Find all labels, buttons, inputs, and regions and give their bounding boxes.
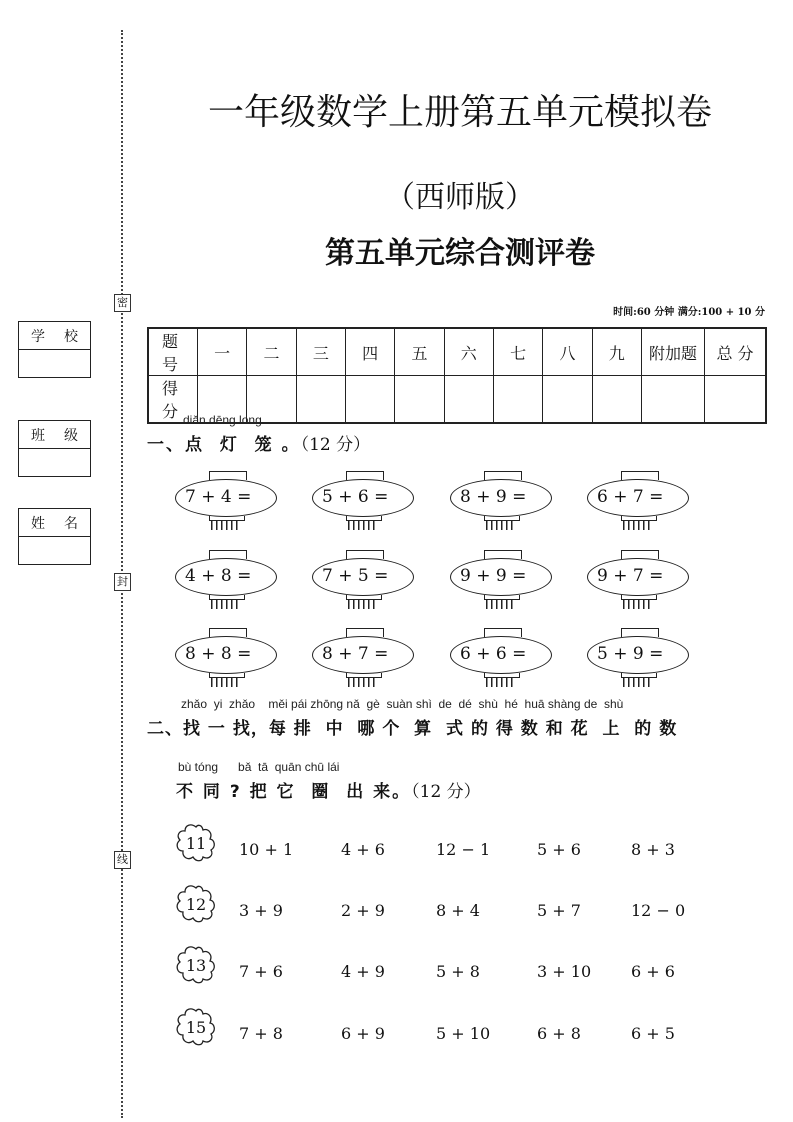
lantern-expression: 5 + 9 = <box>597 644 664 664</box>
score-cell[interactable] <box>296 376 345 424</box>
tassel-icon <box>348 600 378 609</box>
col-6: 六 <box>444 328 493 376</box>
q2-expression[interactable]: 2 + 9 <box>341 901 385 920</box>
seal-feng: 封 <box>114 573 131 591</box>
q2-expression[interactable]: 8 + 4 <box>436 901 480 920</box>
q1-title <box>147 430 370 455</box>
q2-title-line2 <box>176 777 481 802</box>
school-label-a: 学 <box>31 328 45 345</box>
col-8: 八 <box>543 328 592 376</box>
flower-icon <box>174 1006 218 1050</box>
lantern <box>450 550 554 614</box>
col-2: 二 <box>247 328 296 376</box>
score-cell[interactable] <box>543 376 592 424</box>
flower-number: 13 <box>185 956 207 975</box>
school-label <box>19 322 90 350</box>
school-input[interactable] <box>19 350 90 377</box>
tassel-icon <box>486 521 516 530</box>
lantern <box>175 471 279 535</box>
lantern <box>587 550 691 614</box>
lantern <box>175 628 279 692</box>
lantern-expression: 5 + 6 = <box>322 487 389 507</box>
exam-meta: 时间:60 分钟 满分:100 + 10 分 <box>613 307 765 318</box>
score-table-header-row <box>148 328 766 376</box>
q2-expression[interactable]: 12 − 0 <box>631 901 686 920</box>
page-title: 一年级数学上册第五单元模拟卷 <box>207 92 712 133</box>
score-cell[interactable] <box>705 376 767 424</box>
col-total: 总 分 <box>705 328 767 376</box>
row-label-question: 题 号 <box>148 328 198 376</box>
tassel-icon <box>486 600 516 609</box>
tassel-icon <box>623 678 653 687</box>
tassel-icon <box>211 600 241 609</box>
seal-xian: 线 <box>114 851 131 869</box>
col-bonus: 附加题 <box>642 328 705 376</box>
score-cell[interactable] <box>592 376 641 424</box>
q2-expression[interactable]: 10 + 1 <box>239 840 294 859</box>
lantern-expression: 8 + 7 = <box>322 644 389 664</box>
school-label-b: 校 <box>64 328 78 345</box>
q2-expression[interactable]: 6 + 5 <box>631 1024 675 1043</box>
q2-expression[interactable]: 7 + 8 <box>239 1024 283 1043</box>
flower-number: 12 <box>185 895 207 914</box>
score-table <box>147 327 767 424</box>
q2-expression[interactable]: 6 + 6 <box>631 962 675 981</box>
lantern <box>312 471 416 535</box>
lantern-expression: 9 + 9 = <box>460 566 527 586</box>
q2-expression[interactable]: 4 + 6 <box>341 840 385 859</box>
score-cell[interactable] <box>493 376 542 424</box>
score-cell[interactable] <box>345 376 394 424</box>
q2-expression[interactable]: 7 + 6 <box>239 962 283 981</box>
lantern-expression: 7 + 5 = <box>322 566 389 586</box>
q2-title-line1: 二、找 一 找，每 排 中 哪 个 算 式 的 得 数 和 花 上 的 数 <box>147 719 678 739</box>
name-label <box>19 509 90 537</box>
row-label-score: 得 分 <box>148 376 198 424</box>
q2-expression[interactable]: 5 + 10 <box>436 1024 491 1043</box>
class-label <box>19 421 90 449</box>
q2-pinyin-line2: bù tóng bǎ tā quān chū lái <box>178 760 340 774</box>
tassel-icon <box>348 521 378 530</box>
tassel-icon <box>623 521 653 530</box>
flower-icon <box>174 944 218 988</box>
tassel-icon <box>211 521 241 530</box>
lantern-expression: 8 + 8 = <box>185 644 252 664</box>
tassel-icon <box>211 678 241 687</box>
lantern-expression: 8 + 9 = <box>460 487 527 507</box>
q1-title-text: 一、点 灯 笼 。 <box>147 435 301 455</box>
lantern <box>312 550 416 614</box>
name-input[interactable] <box>19 537 90 564</box>
q2-expression[interactable]: 5 + 7 <box>537 901 581 920</box>
tassel-icon <box>486 678 516 687</box>
lantern <box>587 628 691 692</box>
q2-expression[interactable]: 6 + 9 <box>341 1024 385 1043</box>
score-cell[interactable] <box>444 376 493 424</box>
q2-expression[interactable]: 3 + 9 <box>239 901 283 920</box>
seal-mi: 密 <box>114 294 131 312</box>
lantern <box>587 471 691 535</box>
lantern-expression: 9 + 7 = <box>597 566 664 586</box>
q1-points: （12 分） <box>300 435 371 455</box>
edition-label: （西师版） <box>385 180 535 215</box>
lantern-expression: 6 + 7 = <box>597 487 664 507</box>
name-label-a: 姓 <box>31 515 45 532</box>
class-field <box>18 420 91 477</box>
score-cell[interactable] <box>642 376 705 424</box>
tassel-icon <box>623 600 653 609</box>
q2-expression[interactable]: 5 + 6 <box>537 840 581 859</box>
page-subtitle: 第五单元综合测评卷 <box>325 236 595 271</box>
col-3: 三 <box>296 328 345 376</box>
q2-pinyin-line1: zhǎo yi zhǎo měi pái zhōng nǎ gè suàn shì de dé shù hé huā shàng de shù <box>181 697 624 711</box>
col-1: 一 <box>198 328 247 376</box>
q2-expression[interactable]: 5 + 8 <box>436 962 480 981</box>
q2-title-line2-text: 不 同 ? 把 它 圈 出 来。 <box>176 782 412 802</box>
class-input[interactable] <box>19 449 90 476</box>
col-9: 九 <box>592 328 641 376</box>
lantern <box>312 628 416 692</box>
class-label-a: 班 <box>31 427 45 444</box>
class-label-b: 级 <box>64 427 78 444</box>
col-7: 七 <box>493 328 542 376</box>
flower-number: 15 <box>185 1018 207 1037</box>
lantern-expression: 7 + 4 = <box>185 487 252 507</box>
name-label-b: 名 <box>64 515 78 532</box>
q1-pinyin: diǎn dēng long <box>183 413 262 427</box>
name-field <box>18 508 91 565</box>
q2-expression[interactable]: 12 − 1 <box>436 840 491 859</box>
lantern <box>175 550 279 614</box>
flower-icon <box>174 883 218 927</box>
lantern <box>450 628 554 692</box>
col-5: 五 <box>395 328 444 376</box>
lantern <box>450 471 554 535</box>
q2-expression[interactable]: 6 + 8 <box>537 1024 581 1043</box>
flower-icon <box>174 822 218 866</box>
score-cell[interactable] <box>395 376 444 424</box>
school-field <box>18 321 91 378</box>
q2-expression[interactable]: 3 + 10 <box>537 962 592 981</box>
q2-expression[interactable]: 8 + 3 <box>631 840 675 859</box>
col-4: 四 <box>345 328 394 376</box>
lantern-expression: 4 + 8 = <box>185 566 252 586</box>
q2-points: （12 分） <box>411 782 481 802</box>
tassel-icon <box>348 678 378 687</box>
lantern-expression: 6 + 6 = <box>460 644 527 664</box>
q2-expression[interactable]: 4 + 9 <box>341 962 385 981</box>
flower-number: 11 <box>185 834 207 853</box>
